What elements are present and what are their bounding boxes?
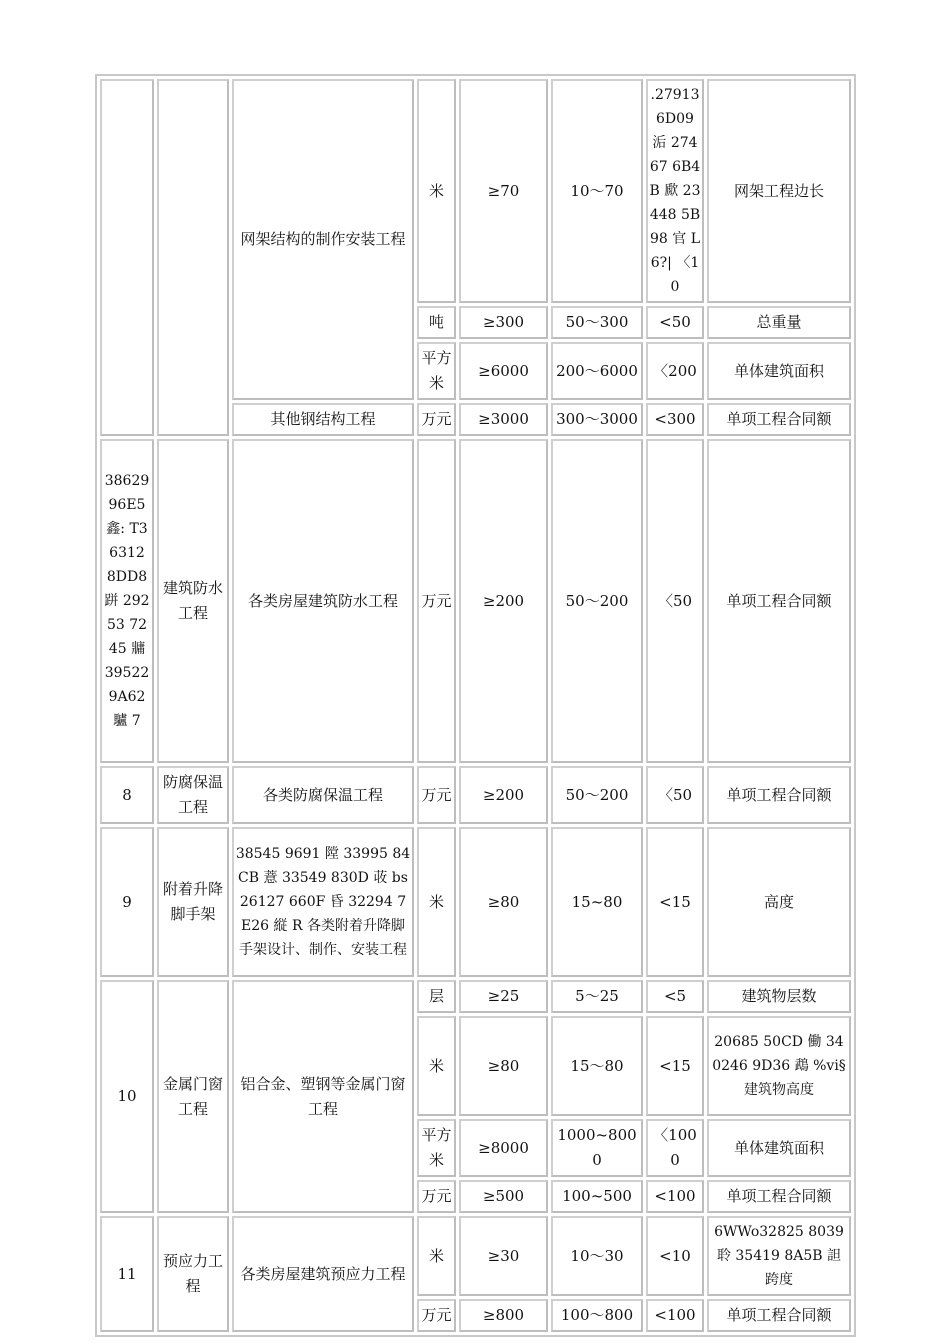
project-cell: 铝合金、塑钢等金属门窗工程	[232, 980, 414, 1213]
unit-cell: 万元	[417, 1180, 456, 1213]
row-number-cell	[100, 79, 154, 436]
row-number-cell: 10	[100, 980, 154, 1213]
medium-value-cell: 50～200	[551, 766, 643, 824]
large-value-cell: ≥6000	[459, 342, 548, 400]
small-value-cell: <10	[646, 1216, 704, 1296]
project-scale-table	[95, 74, 856, 1337]
remark-cell: 建筑物层数	[707, 980, 851, 1013]
medium-value-cell: 15~80	[551, 827, 643, 977]
small-value-cell: .27913 6D09 洉 27467 6B4B 歋 23448 5B98 官 L6?| 〈10	[646, 79, 704, 303]
unit-cell: 万元	[417, 403, 456, 436]
unit-cell: 米	[417, 1016, 456, 1116]
row-number-cell: 38629 96E5 鑫: T36312 8DD8 跰 29253 7245 牅 39522 9A62 驢 7	[100, 439, 154, 763]
row-number-cell: 9	[100, 827, 154, 977]
large-value-cell: ≥30	[459, 1216, 548, 1296]
medium-value-cell: 100~500	[551, 1180, 643, 1213]
large-value-cell: ≥80	[459, 827, 548, 977]
remark-cell: 单体建筑面积	[707, 1119, 851, 1177]
large-value-cell: ≥200	[459, 439, 548, 763]
category-cell: 防腐保温工程	[157, 766, 229, 824]
medium-value-cell: 5～25	[551, 980, 643, 1013]
category-cell: 金属门窗工程	[157, 980, 229, 1213]
large-value-cell: ≥25	[459, 980, 548, 1013]
small-value-cell: 〈200	[646, 342, 704, 400]
document-page	[95, 74, 855, 1324]
category-cell: 附着升降脚手架	[157, 827, 229, 977]
project-cell: 其他钢结构工程	[232, 403, 414, 436]
remark-cell: 总重量	[707, 306, 851, 339]
category-cell: 建筑防水工程	[157, 439, 229, 763]
unit-cell: 米	[417, 827, 456, 977]
remark-cell: 单项工程合同额	[707, 1180, 851, 1213]
medium-value-cell: 10～30	[551, 1216, 643, 1296]
large-value-cell: ≥200	[459, 766, 548, 824]
small-value-cell: <300	[646, 403, 704, 436]
remark-cell: 单体建筑面积	[707, 342, 851, 400]
unit-cell: 平方米	[417, 1119, 456, 1177]
unit-cell: 米	[417, 1216, 456, 1296]
small-value-cell: <100	[646, 1180, 704, 1213]
unit-cell: 层	[417, 980, 456, 1013]
project-cell: 各类房屋建筑防水工程	[232, 439, 414, 763]
small-value-cell: <50	[646, 306, 704, 339]
row-number-cell: 11	[100, 1216, 154, 1332]
remark-cell: 网架工程边长	[707, 79, 851, 303]
medium-value-cell: 300～3000	[551, 403, 643, 436]
small-value-cell: <15	[646, 827, 704, 977]
project-cell: 各类防腐保温工程	[232, 766, 414, 824]
medium-value-cell: 1000~8000	[551, 1119, 643, 1177]
unit-cell: 吨	[417, 306, 456, 339]
large-value-cell: ≥500	[459, 1180, 548, 1213]
small-value-cell: <15	[646, 1016, 704, 1116]
medium-value-cell: 50～300	[551, 306, 643, 339]
category-cell: 预应力工程	[157, 1216, 229, 1332]
remark-cell: 单项工程合同额	[707, 439, 851, 763]
unit-cell: 万元	[417, 439, 456, 763]
project-cell: 38545 9691 隚 33995 84CB 薏 33549 830D 荍 bs26127 660F 昏 32294 7E26 縦 R 各类附着升降脚手架设计、制作、安装工程	[232, 827, 414, 977]
medium-value-cell: 200～6000	[551, 342, 643, 400]
large-value-cell: ≥3000	[459, 403, 548, 436]
small-value-cell: 〈50	[646, 766, 704, 824]
category-cell	[157, 79, 229, 436]
remark-cell: 单项工程合同额	[707, 403, 851, 436]
small-value-cell: 〈50	[646, 439, 704, 763]
large-value-cell: ≥80	[459, 1016, 548, 1116]
medium-value-cell: 50～200	[551, 439, 643, 763]
remark-cell: 高度	[707, 827, 851, 977]
unit-cell: 万元	[417, 766, 456, 824]
unit-cell: 平方米	[417, 342, 456, 400]
large-value-cell: ≥70	[459, 79, 548, 303]
small-value-cell: <5	[646, 980, 704, 1013]
small-value-cell: 〈1000	[646, 1119, 704, 1177]
medium-value-cell: 100～800	[551, 1299, 643, 1332]
small-value-cell: <100	[646, 1299, 704, 1332]
large-value-cell: ≥300	[459, 306, 548, 339]
unit-cell: 万元	[417, 1299, 456, 1332]
project-cell: 各类房屋建筑预应力工程	[232, 1216, 414, 1332]
remark-cell: 20685 50CD 働 340246 9D36 鵡 %vi§ 建筑物高度	[707, 1016, 851, 1116]
unit-cell: 米	[417, 79, 456, 303]
medium-value-cell: 15～80	[551, 1016, 643, 1116]
row-number-cell: 8	[100, 766, 154, 824]
project-cell: 网架结构的制作安装工程	[232, 79, 414, 400]
remark-cell: 6WWo32825 8039 聆 35419 8A5B 詚 跨度	[707, 1216, 851, 1296]
large-value-cell: ≥800	[459, 1299, 548, 1332]
remark-cell: 单项工程合同额	[707, 766, 851, 824]
medium-value-cell: 10～70	[551, 79, 643, 303]
remark-cell: 单项工程合同额	[707, 1299, 851, 1332]
large-value-cell: ≥8000	[459, 1119, 548, 1177]
